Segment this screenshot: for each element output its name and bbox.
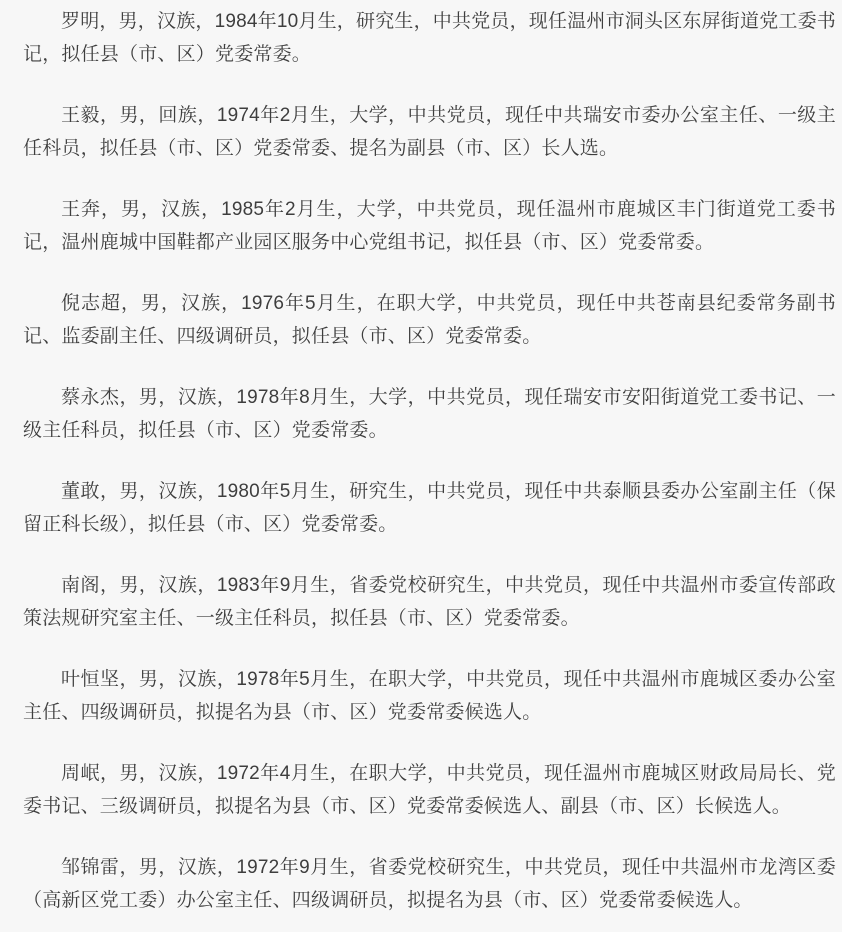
bio-paragraph-4: 倪志超，男，汉族，1976年5月生，在职大学，中共党员，现任中共苍南县纪委常务副书记、监委副主任、四级调研员，拟任县（市、区）党委常委。 bbox=[23, 293, 836, 347]
bio-paragraph-6: 董敢，男，汉族，1980年5月生，研究生，中共党员，现任中共泰顺县委办公室副主任（保留正科长级），拟任县（市、区）党委常委。 bbox=[23, 481, 836, 535]
bio-paragraph-8: 叶恒坚，男，汉族，1978年5月生，在职大学，中共党员，现任中共温州市鹿城区委办公室主任、四级调研员，拟提名为县（市、区）党委常委候选人。 bbox=[23, 669, 836, 723]
bio-paragraph-2: 王毅，男，回族，1974年2月生，大学，中共党员，现任中共瑞安市委办公室主任、一级主任科员，拟任县（市、区）党委常委、提名为副县（市、区）长人选。 bbox=[23, 105, 836, 159]
bio-paragraph-1: 罗明，男，汉族，1984年10月生，研究生，中共党员，现任温州市洞头区东屏街道党工委书记，拟任县（市、区）党委常委。 bbox=[23, 11, 837, 65]
bio-paragraph-9: 周岷，男，汉族，1972年4月生，在职大学，中共党员，现任温州市鹿城区财政局局长、党委书记、三级调研员，拟提名为县（市、区）党委常委候选人、副县（市、区）长候选人。 bbox=[23, 763, 836, 817]
bio-paragraph-5: 蔡永杰，男，汉族，1978年8月生，大学，中共党员，现任瑞安市安阳街道党工委书记、一级主任科员，拟任县（市、区）党委常委。 bbox=[23, 387, 836, 441]
bio-paragraph-7: 南阁，男，汉族，1983年9月生，省委党校研究生，中共党员，现任中共温州市委宣传部政策法规研究室主任、一级主任科员，拟任县（市、区）党委常委。 bbox=[23, 575, 836, 629]
bio-paragraph-10: 邹锦雷，男，汉族，1972年9月生，省委党校研究生，中共党员，现任中共温州市龙湾区委（高新区党工委）办公室主任、四级调研员，拟提名为县（市、区）党委常委候选人。 bbox=[23, 857, 836, 911]
bio-paragraph-3: 王奔，男，汉族，1985年2月生，大学，中共党员，现任温州市鹿城区丰门街道党工委书记，温州鹿城中国鞋都产业园区服务中心党组书记，拟任县（市、区）党委常委。 bbox=[23, 199, 836, 253]
